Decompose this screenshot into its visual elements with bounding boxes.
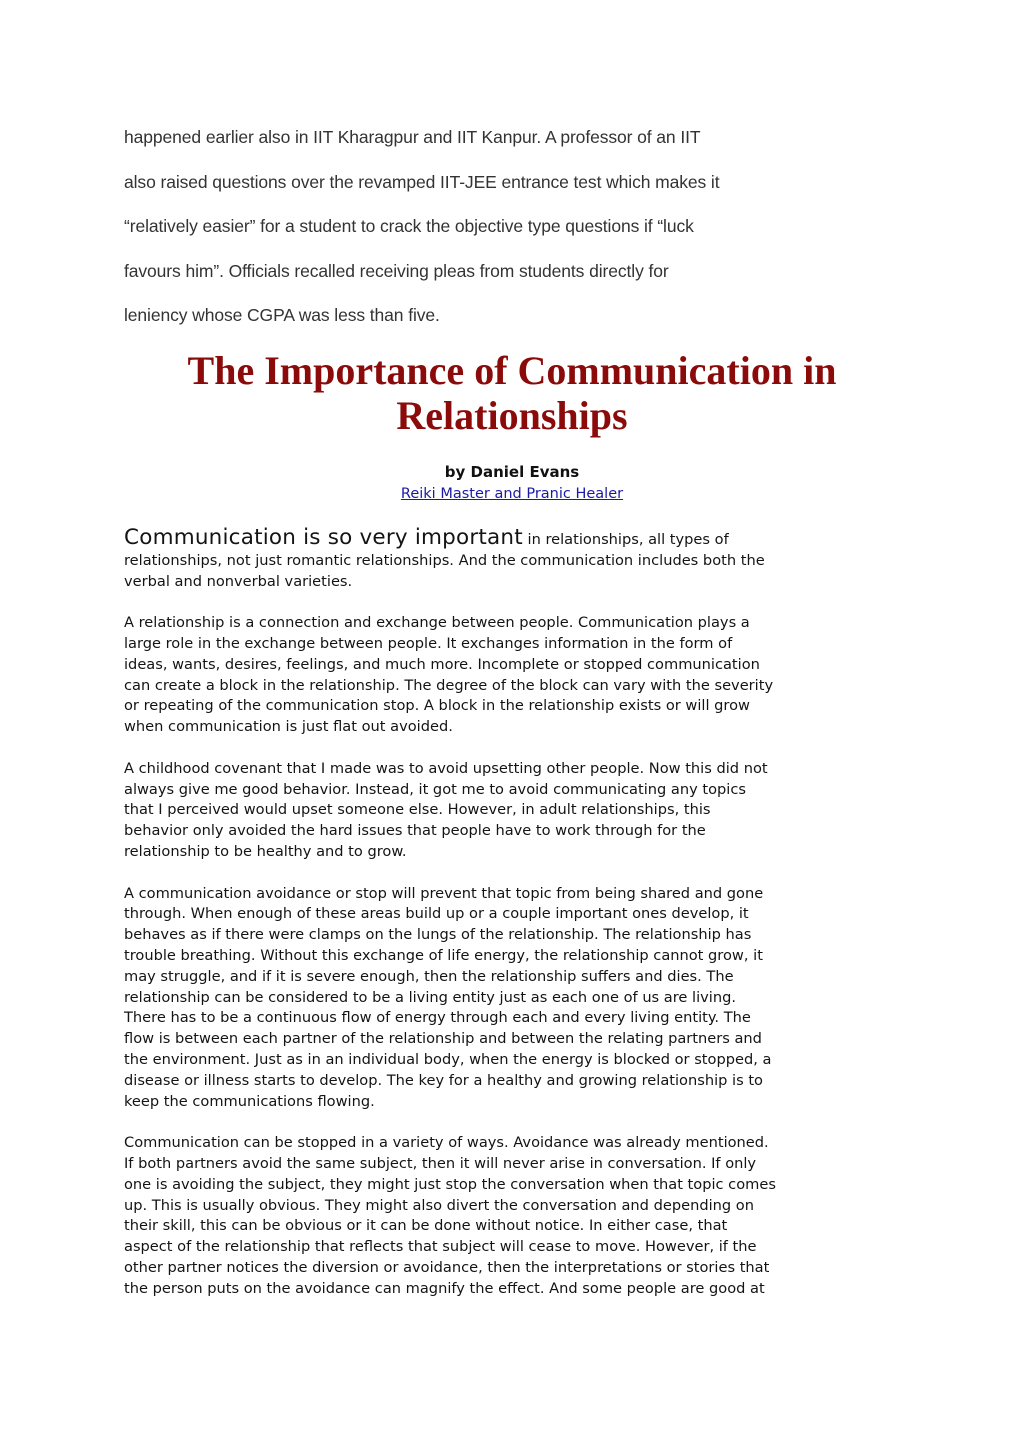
body-line: verbal and nonverbal varieties.	[124, 572, 353, 590]
body-line: If both partners avoid the same subject, then it will never arise in conversation. If only	[124, 1154, 757, 1172]
body-line: A communication avoidance or stop will prevent that topic from being shared and gone	[124, 884, 764, 902]
intro-line: also raised questions over the revamped IIT-JEE entrance test which makes it	[124, 171, 720, 192]
body-line: A childhood covenant that I made was to avoid upsetting other people. Now this did not	[124, 759, 768, 777]
body-line: keep the communications flowing.	[124, 1092, 375, 1110]
intro-line: leniency whose CGPA was less than five.	[124, 305, 440, 325]
body-line: can create a block in the relationship. The degree of the block can vary with the severity	[124, 676, 774, 694]
body-line: A relationship is a connection and exchange between people. Communication plays a	[124, 614, 750, 632]
article-title-line: The Importance of Communication in	[187, 348, 837, 393]
intro-line: favours him”. Officials recalled receiving pleas from students directly for	[124, 260, 669, 281]
article-title	[124, 348, 900, 438]
intro-line: “relatively easier” for a student to crack the objective type questions if “luck	[124, 216, 694, 236]
body-line: flow is between each partner of the relationship and between the relating partners and	[124, 1030, 762, 1048]
body-line: one is avoiding the subject, they might just stop the conversation when that topic comes	[124, 1175, 776, 1193]
body-line: ideas, wants, desires, feelings, and much more. Incomplete or stopped communication	[124, 655, 760, 673]
body-line: their skill, this can be obvious or it can be done without notice. In either case, that	[124, 1217, 728, 1235]
body-line: the environment. Just as in an individual body, when the energy is blocked or stopped, a	[124, 1050, 772, 1068]
body-line: Communication can be stopped in a variety of ways. Avoidance was already mentioned.	[124, 1134, 769, 1152]
body-line: up. This is usually obvious. They might also divert the conversation and depending on	[124, 1196, 754, 1214]
body-line: may struggle, and if it is severe enough, then the relationship suffers and dies. The	[124, 967, 734, 985]
author-credentials-link[interactable]: Reiki Master and Pranic Healer	[400, 486, 624, 502]
body-line: behaves as if there were clamps on the lungs of the relationship. The relationship has	[124, 926, 752, 944]
author-byline: by Daniel Evans	[444, 463, 580, 481]
body-paragraph	[124, 525, 904, 592]
body-line: other partner notices the diversion or avoidance, then the interpretations or stories that	[124, 1258, 770, 1276]
body-line	[124, 525, 904, 551]
body-paragraph	[124, 613, 904, 738]
body-line: behavior only avoided the hard issues that people have to work through for the	[124, 822, 706, 840]
body-line: relationships, not just romantic relationships. And the communication includes both the	[124, 551, 765, 569]
body-paragraph	[124, 1133, 904, 1299]
body-line: There has to be a continuous flow of energy through each and every living entity. The	[124, 1009, 751, 1027]
body-paragraph	[124, 884, 904, 1113]
author-credentials	[124, 484, 900, 504]
body-line: large role in the exchange between people. It exchanges information in the form of	[124, 634, 733, 652]
body-line: trouble breathing. Without this exchange of life energy, the relationship cannot grow, it	[124, 946, 763, 964]
article-title-line: Relationships	[396, 393, 628, 438]
body-line: disease or illness starts to develop. The key for a healthy and growing relationship is to	[124, 1071, 763, 1089]
lead-phrase: Communication is so very important	[124, 525, 523, 550]
intro-paragraph	[124, 124, 904, 347]
body-line: the person puts on the avoidance can magnify the effect. And some people are good at	[124, 1279, 765, 1297]
body-line: through. When enough of these areas build up or a couple important ones develop, it	[124, 905, 749, 923]
article-body	[124, 525, 904, 1320]
body-line: relationship can be considered to be a living entity just as each one of us are living.	[124, 988, 736, 1006]
body-line: that I perceived would upset someone else. However, in adult relationships, this	[124, 801, 711, 819]
intro-line: happened earlier also in IIT Kharagpur and IIT Kanpur. A professor of an IIT	[124, 127, 701, 147]
body-paragraph	[124, 759, 904, 863]
body-line-text: in relationships, all types of	[522, 531, 729, 548]
body-line: or repeating of the communication stop. A block in the relationship exists or will grow	[124, 697, 750, 715]
body-line: aspect of the relationship that reflects that subject will cease to move. However, if the	[124, 1238, 757, 1256]
body-line: always give me good behavior. Instead, it got me to avoid communicating any topics	[124, 780, 746, 798]
body-line: relationship to be healthy and to grow.	[124, 842, 407, 860]
body-line: when communication is just flat out avoided.	[124, 718, 453, 736]
